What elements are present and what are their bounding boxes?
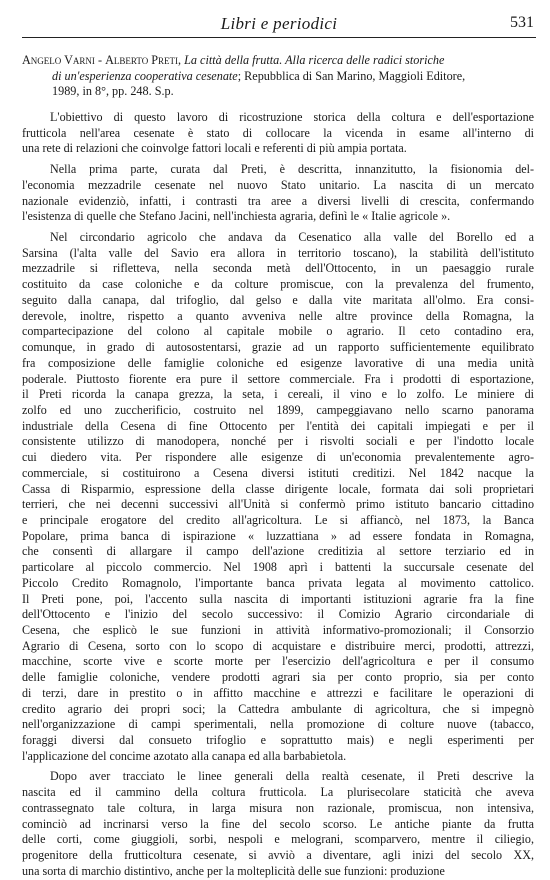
citation-author-2: Alberto Preti bbox=[105, 53, 179, 67]
running-header bbox=[22, 12, 536, 36]
text-line: delle famiglie coloniche, vendere prodotti agrari sia per conto proprio, sia per conto bbox=[22, 670, 534, 685]
text-line: terrieri, che nei decenni successivi all'Unità si confermò primo istituto bancario cittadino bbox=[22, 497, 534, 512]
text-line: nazionale evidenziò, infatti, i contrasti tra aree a diversi livelli di crescita, confermando bbox=[22, 193, 534, 208]
text-line: Nel circondario agricolo che andava da Cesenatico alla valle del Borello ed a bbox=[50, 230, 534, 245]
text-line: Cesena, che esplicò le sue funzioni in attività informativo-promozionali; il Consorzio bbox=[22, 623, 534, 637]
paragraph bbox=[22, 230, 534, 764]
text-line: Piccolo Credito Romagnolo, l'importante banca privata legata al movimento cattolico. bbox=[22, 575, 534, 590]
citation-author-1: Angelo Varni bbox=[22, 53, 95, 67]
text-line: l'esistenza di quelle che Stefano Jacini, nell'inchiesta agraria, definì le « Italie agricole ». bbox=[22, 209, 451, 224]
text-line: l'applicazione del concime azotato alla canapa ed alla barbabietola. bbox=[22, 748, 347, 763]
citation-line-1: Angelo Varni - Alberto Preti, La città della frutta. Alla ricerca delle radici storiche bbox=[22, 53, 445, 67]
text-line: una sorta di marchio distintivo, anche per la molteplicità delle sue funzioni: produzione bbox=[22, 863, 445, 878]
citation-title-line-1: La città della frutta. Alla ricerca delle radici storiche bbox=[184, 53, 445, 67]
bibliographic-citation bbox=[22, 53, 534, 100]
running-title: Libri e periodici bbox=[220, 14, 338, 33]
text-line: zolfo ed uno zuccherificio, costruito nel 1899, campeggiavano nello scarno panorama bbox=[22, 402, 534, 417]
text-line: consistente utilizzo di manodopera, nonché per i risvolti sociali e per l'indotto locale bbox=[22, 434, 534, 449]
text-line: che consentì di allargare il campo dell'azione creditizia al settore terziario ed in bbox=[22, 544, 534, 559]
text-line: Il Preti pone, poi, l'accento sulla nascita di importanti istituzioni agrarie fra la fine bbox=[22, 591, 534, 606]
text-line: Dopo aver tracciato le linee generali della realtà cesenate, il Preti descrive la bbox=[50, 769, 534, 784]
text-line: particolare al piccolo commercio. Nel 1908 aprì i battenti la succursale cesenate del bbox=[22, 560, 534, 575]
text-line: contrassegnato tale coltura, in larga misura non razionale, promiscua, non intensiva, bbox=[22, 800, 534, 815]
text-line: dell'Ottocento e l'inizio del secolo successivo: il Comizio Agrario circondariale di bbox=[22, 607, 534, 622]
text-line: Sarsina (l'alta valle del Savio era allora in territorio toscano), la stabilità dell'istituto bbox=[22, 245, 534, 260]
text-line: il Preti ricorda la canapa grezza, la seta, i cereali, il vino e lo zolfo. Le miniere di bbox=[22, 387, 534, 402]
text-line: frutticola nell'area cesenate è stato di collocare la vicenda in esame all'interno di bbox=[22, 125, 534, 140]
text-line: Agrario di Cesena, sorto con lo scopo di acquistare e distribuire merci, prodotti, attrezzi, bbox=[22, 638, 534, 653]
citation-separator: - bbox=[94, 53, 106, 67]
text-line: Cassa di Risparmio, espressione della classe dirigente locale, formata dai soli proprietari bbox=[22, 481, 534, 496]
text-line: poderale. Piuttosto fiorente era pure il settore commerciale. Fra i prodotti di esportazione, bbox=[22, 371, 534, 386]
text-line: costituito da case coloniche e da colture promiscue, con la prevalenza del frumento, bbox=[22, 277, 534, 292]
text-line: foraggi diversi dal consueto trifoglio e soprattutto mais) e negli esperimenti per bbox=[22, 733, 534, 748]
text-line: industriale della Cesena di fine Ottocento per l'entità dei capitali impiegati e per il bbox=[22, 418, 534, 433]
text-line: fra composizione delle famiglie coloniche ed esigenze lavorative di una media unità bbox=[22, 355, 534, 370]
text-line: una rete di relazioni che coinvolge fattori locali e referenti di più ampia portata. bbox=[22, 141, 407, 156]
paragraph bbox=[22, 110, 534, 157]
text-line: Nella prima parte, curata dal Preti, è descritta, innanzitutto, la fisionomia del- bbox=[50, 162, 534, 177]
text-line: di terzi, dare in prestito o in affitto macchine e attrezzi e facilitare le operazioni di bbox=[22, 685, 534, 700]
review-body bbox=[22, 110, 534, 880]
text-line: seguito dalla canapa, dal trifoglio, dal gelso e dalla vite maritata all'olmo. Era consi- bbox=[22, 292, 534, 307]
text-line: derevole, inoltre, rispetto a quanto avveniva nelle altre province della Romagna, la bbox=[22, 308, 534, 323]
header-rule bbox=[22, 37, 536, 38]
text-line: commerciale, si costituirono a Cesena diversi istituti creditizi. Nel 1842 nacque la bbox=[22, 465, 534, 480]
text-line: l'economia mezzadrile cesenate nel nuovo Stato unitario. La nascita di un mercato bbox=[22, 177, 534, 192]
paragraph bbox=[22, 769, 534, 879]
text-line: delle corti, come giuggioli, sorbi, nespoli e melograni, scomparvero, mentre il ciliegio, bbox=[22, 832, 534, 847]
citation-title-line-2: di un'esperienza cooperativa cesenate bbox=[52, 68, 238, 83]
text-line: nell'organizzazione di campi sperimentali, nella promozione di colture nuove (tabacco, bbox=[22, 717, 534, 732]
text-line: macchine, scorte vive e scorte morte per l'esercizio dell'agricoltura e per il consumo bbox=[22, 654, 534, 669]
text-line: mezzadrile si rifletteva, nella seconda metà dell'Ottocento, in un paesaggio rurale bbox=[22, 261, 534, 276]
text-line: cui diedero vita. Per rispondere alle esigenze di un'economia prevalentemente agro- bbox=[22, 450, 534, 465]
paragraph bbox=[22, 162, 534, 225]
text-line: L'obiettivo di questo lavoro di ricostruzione storica della coltura e dell'esportazione bbox=[50, 110, 534, 124]
text-line: cominciò ad incrinarsi verso la fine del secolo scorso. Le antiche piante da frutta bbox=[22, 816, 534, 831]
text-line: nascita ed il cammino della coltura frutticola. La plurisecolare staticità che aveva bbox=[22, 785, 534, 800]
text-line: credito agrario dei propri soci; la Cattedra ambulante di agricoltura, che si impegnò bbox=[22, 701, 534, 716]
page-number: 531 bbox=[510, 14, 534, 31]
text-line: comunque, in grado di autosostentarsi, grazie ad un rapporto sufficientemente equilibrato bbox=[22, 340, 534, 355]
text-line: e principale erogatore del credito all'agricoltura. Le si affiancò, nel 1873, la Banca bbox=[22, 512, 534, 527]
text-line: Popolare, prima banca di ispirazione « luzzattiana » ad essere fondata in Romagna, bbox=[22, 528, 534, 543]
citation-line-2 bbox=[22, 69, 534, 85]
citation-publisher: ; Repubblica di San Marino, Maggioli Editore, bbox=[237, 68, 466, 83]
text-line: progenitore della frutticoltura cesenate, si avviò a diventare, agli inizi del secolo XX, bbox=[22, 848, 534, 863]
citation-line-3: 1989, in 8°, pp. 248. S.p. bbox=[52, 84, 174, 98]
text-line: compartecipazione del colono al capitale mobile o agrario. Il ceto contadino era, bbox=[22, 324, 534, 339]
